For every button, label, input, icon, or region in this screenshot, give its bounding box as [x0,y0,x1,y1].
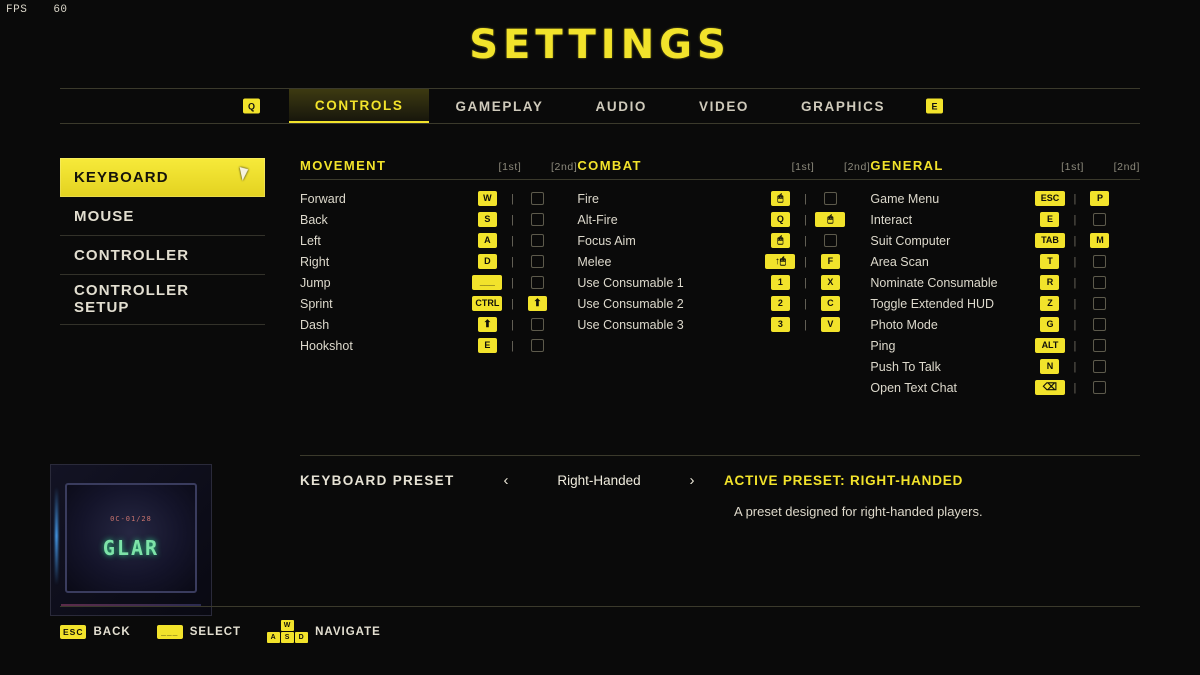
keybind-secondary[interactable]: P [1090,191,1109,206]
column-subhead-second: [2nd] [551,161,578,173]
keybind-primary[interactable]: Q [771,212,790,227]
page-title: SETTINGS [469,22,731,68]
keybind-row[interactable] [870,230,1140,251]
column-subhead-second: [2nd] [1113,161,1140,173]
keybind-action: Use Consumable 2 [577,296,684,311]
keybind-secondary-empty[interactable] [1093,297,1106,310]
device-nav [60,158,265,325]
tab-gameplay[interactable]: GAMEPLAY [455,98,544,114]
hint-navigate[interactable] [267,620,381,643]
keybind-action: Use Consumable 3 [577,317,684,332]
keybind-row[interactable] [870,356,1140,377]
keybind-column-movement [300,158,577,398]
preset-section [300,455,1140,519]
fps-counter [6,4,68,16]
keybind-action: Right [300,254,330,269]
hint-label: NAVIGATE [315,625,381,638]
keybind-column-combat [577,158,870,398]
keybind-row[interactable] [870,314,1140,335]
keybind-row[interactable] [577,251,870,272]
keybind-secondary-empty[interactable] [824,234,837,247]
tab-controls[interactable]: CONTROLS [289,89,430,123]
keybind-row[interactable] [577,188,870,209]
keybind-divider: | [803,234,807,247]
keybind-action: Left [300,233,321,248]
keybind-primary[interactable]: 3 [771,317,790,332]
sidebar-item-keyboard[interactable] [60,158,265,197]
hint-label: BACK [93,625,131,638]
keybind-secondary-empty[interactable] [1093,276,1106,289]
keybind-action: Alt-Fire [577,212,618,227]
keybind-primary[interactable]: ALT [1035,338,1065,353]
preset-value[interactable]: Right-Handed [557,473,641,488]
esc-key-icon: ESC [60,625,86,639]
preset-label: KEYBOARD PRESET [300,473,455,488]
keybind-action: Suit Computer [870,233,951,248]
keybind-primary[interactable]: Z [1040,296,1059,311]
preview-screen-subtext: 0C-01/28 [110,514,152,523]
tab-bar [60,88,1140,124]
keybind-divider: | [803,192,807,205]
keybind-action: Toggle Extended HUD [870,296,995,311]
keybind-secondary-empty[interactable] [531,318,544,331]
keybind-row[interactable] [300,230,577,251]
column-subhead-first: [1st] [791,161,815,173]
active-preset-label: ACTIVE PRESET: RIGHT-HANDED [724,473,964,488]
sidebar-item-label-line2: SETUP [74,298,130,316]
sidebar-item-label: CONTROLLER [74,246,190,264]
preview-screen-text: GLAR [102,535,160,560]
keybind-columns [300,158,1140,398]
keybind-divider: | [510,318,514,331]
keybind-divider: | [1073,297,1077,310]
keybind-row[interactable] [870,272,1140,293]
tab-graphics[interactable]: GRAPHICS [801,98,886,114]
keybind-row[interactable] [577,230,870,251]
keybind-secondary-empty[interactable] [531,192,544,205]
fps-label: FPS [6,4,28,16]
footer-divider [60,606,1140,607]
keybind-primary[interactable]: ESC [1035,191,1065,206]
keybind-row[interactable] [870,335,1140,356]
keybind-secondary-empty[interactable] [1093,255,1106,268]
keybind-action: Open Text Chat [870,380,958,395]
keybind-primary[interactable]: E [478,338,497,353]
preview-glow [55,487,58,585]
keybind-divider: | [510,213,514,226]
column-header [870,158,1140,180]
keybind-row[interactable] [870,293,1140,314]
keybind-secondary[interactable]: ⬆ [528,296,547,311]
keybind-divider: | [1073,360,1077,373]
keybind-row[interactable] [577,272,870,293]
keybind-divider: | [803,297,807,310]
tab-video[interactable]: VIDEO [699,98,750,114]
fps-value: 60 [53,4,68,16]
keybind-action: Push To Talk [870,359,941,374]
sidebar-item-label-line1: CONTROLLER [74,281,190,299]
keybind-column-general [870,158,1140,398]
column-subhead-second: [2nd] [844,161,871,173]
keybind-action: Sprint [300,296,333,311]
hint-select[interactable] [157,625,241,639]
keybind-primary[interactable]: W [478,191,497,206]
keybind-primary[interactable]: R [1040,275,1059,290]
hint-label: SELECT [189,625,242,638]
tab-audio[interactable]: AUDIO [595,98,648,114]
keybind-primary[interactable]: E [1040,212,1059,227]
keybind-row[interactable] [577,314,870,335]
keybind-action: Fire [577,191,599,206]
keybind-primary[interactable]: 2 [771,296,790,311]
keybind-action: Focus Aim [577,233,636,248]
keybind-secondary-empty[interactable] [531,255,544,268]
keybind-primary-backspace-icon[interactable]: ⌫ [1035,380,1065,395]
keybind-secondary[interactable]: X [821,275,840,290]
keybind-divider: | [1073,276,1077,289]
keybind-row[interactable] [300,188,577,209]
keybind-secondary-empty[interactable] [531,213,544,226]
keybind-divider: | [1073,213,1077,226]
column-subhead-first: [1st] [498,161,522,173]
preset-prev-button[interactable]: ‹ [503,472,509,489]
keybind-primary[interactable]: S [478,212,497,227]
keybind-row[interactable] [870,377,1140,398]
sidebar-item-controller-setup[interactable] [60,275,265,325]
keybind-divider: | [510,297,514,310]
keybind-primary-mouse-icon[interactable]: 🖱 [771,233,790,248]
keybind-primary[interactable]: 1 [771,275,790,290]
keybind-row[interactable] [870,251,1140,272]
keybind-secondary-empty[interactable] [1093,360,1106,373]
keybind-secondary-empty[interactable] [531,339,544,352]
wasd-key-icon: W A S D [267,620,308,643]
keybind-primary[interactable]: CTRL [472,296,502,311]
keybind-row[interactable] [300,272,577,293]
keybind-row[interactable] [300,251,577,272]
sidebar-item-controller[interactable] [60,236,265,275]
keybind-action: Dash [300,317,330,332]
sidebar-item-label: MOUSE [74,207,135,225]
keybind-secondary-empty[interactable] [1093,318,1106,331]
space-key-icon: ___ [157,625,183,639]
keybind-divider: | [510,276,514,289]
keybind-action: Area Scan [870,254,929,269]
column-subhead-first: [1st] [1061,161,1084,173]
keybind-action: Hookshot [300,338,353,353]
keybind-divider: | [803,213,807,226]
keybind-primary[interactable]: T [1040,254,1059,269]
keybind-secondary[interactable]: V [821,317,840,332]
keybind-primary[interactable]: N [1040,359,1059,374]
tab-list [60,89,1140,123]
keybind-divider: | [510,234,514,247]
keybind-secondary-empty[interactable] [1093,339,1106,352]
keybind-secondary-empty[interactable] [531,276,544,289]
keybind-divider: | [1073,318,1077,331]
column-header [577,158,870,180]
keybind-action: Interact [870,212,913,227]
preset-description: A preset designed for right-handed players. [734,504,983,519]
sidebar-item-mouse[interactable] [60,197,265,236]
tab-next-key[interactable]: E [926,99,943,114]
preview-thumbnail [50,464,212,616]
keybind-action: Photo Mode [870,317,938,332]
keybind-divider: | [510,192,514,205]
footer-hints [60,620,381,643]
keybind-divider: | [1073,255,1077,268]
keybind-secondary[interactable]: M [1090,233,1109,248]
keybind-row[interactable] [300,314,577,335]
keybind-primary-mouse-icon[interactable]: 🖱 [771,191,790,206]
keybind-action: Nominate Consumable [870,275,998,290]
keybind-primary[interactable]: G [1040,317,1059,332]
keybind-divider: | [510,339,514,352]
keybind-row[interactable] [577,293,870,314]
preset-next-button[interactable]: › [689,472,695,489]
keybind-action: Back [300,212,328,227]
column-title: GENERAL [870,158,944,173]
tab-prev-key[interactable]: Q [243,99,260,114]
keybind-action: Forward [300,191,346,206]
keybind-row[interactable] [577,209,870,230]
mouse-cursor-icon [240,165,251,180]
keybind-primary-mouse-combo[interactable]: ↑🖱 [765,254,795,269]
keybind-secondary[interactable]: F [821,254,840,269]
keybind-divider: | [803,318,807,331]
keybind-secondary-empty[interactable] [1093,381,1106,394]
keybind-row[interactable] [300,293,577,314]
keybind-secondary-mouse-icon[interactable]: 🖱 [815,212,845,227]
keybind-action: Ping [870,338,896,353]
keybind-action: Melee [577,254,612,269]
keybind-divider: | [510,255,514,268]
hint-back[interactable] [60,625,131,639]
keybind-primary[interactable]: A [478,233,497,248]
keybind-primary[interactable]: D [478,254,497,269]
keybind-primary[interactable]: ⬆ [478,317,497,332]
sidebar-item-label: KEYBOARD [74,169,169,186]
keybind-divider: | [803,255,807,268]
column-title: COMBAT [577,158,642,173]
keybind-row[interactable] [300,209,577,230]
keybind-divider: | [1073,381,1077,394]
keybind-secondary-empty[interactable] [531,234,544,247]
keybind-row[interactable] [870,209,1140,230]
keybind-primary-spacebar[interactable]: ___ [472,275,502,290]
keybind-secondary-empty[interactable] [824,192,837,205]
column-header [300,158,577,180]
keybind-row[interactable] [870,188,1140,209]
keybind-action: Game Menu [870,191,940,206]
keybind-divider: | [1073,339,1077,352]
keybind-divider: | [803,276,807,289]
keybind-action: Jump [300,275,331,290]
keybind-secondary-empty[interactable] [1093,213,1106,226]
keybind-secondary[interactable]: C [821,296,840,311]
column-title: MOVEMENT [300,158,387,173]
keybind-divider: | [1073,234,1077,247]
keybind-divider: | [1073,192,1077,205]
keybind-primary[interactable]: TAB [1035,233,1065,248]
preview-screen [65,483,197,593]
keybind-row[interactable] [300,335,577,356]
keybind-action: Use Consumable 1 [577,275,684,290]
preset-row [300,472,1140,489]
